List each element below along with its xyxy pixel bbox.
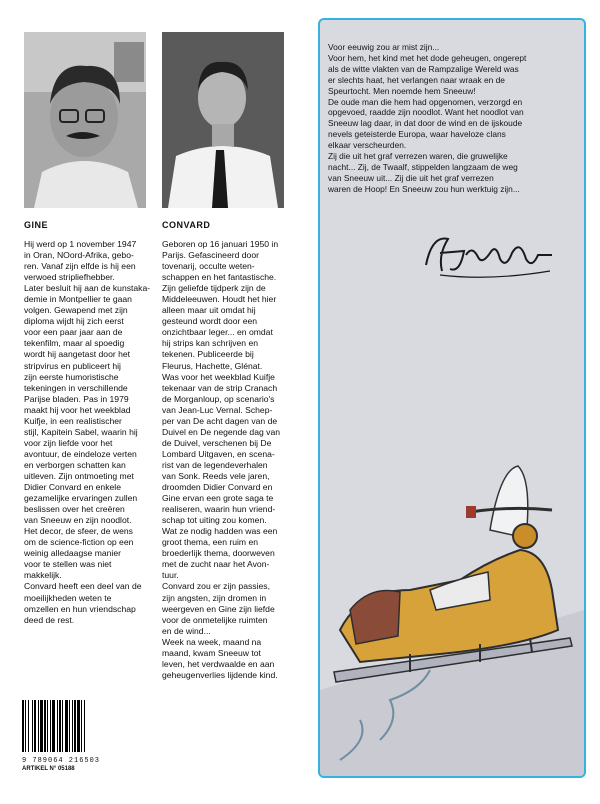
text-line: verwoed stripliefhebber. <box>24 272 115 283</box>
text-line: om de science-fiction op een <box>24 537 134 548</box>
author-portrait-convard-icon <box>162 32 284 208</box>
text-line: en verborgen schatten kan <box>24 459 126 470</box>
barcode-bar <box>25 700 26 752</box>
text-line: Convard zou er zijn passies, <box>162 581 270 592</box>
text-line: als de witte vlakten van de Rampzalige Wereld was <box>328 63 519 74</box>
barcode-bar <box>28 700 29 752</box>
text-line: beslissen over het creëren <box>24 504 125 515</box>
text-line: Voor eeuwig zou ar mist zijn... <box>328 42 440 52</box>
text-line: Kuifje, in een realistischer <box>24 415 122 426</box>
text-line: maakt hij voor het weekblad <box>24 404 131 415</box>
text-line: zijn eerste humoristische <box>24 371 119 382</box>
barcode-bar <box>65 700 68 752</box>
text-line: de Morganloup, op scenario's <box>162 393 275 404</box>
snow-motorbike-illustration-icon <box>320 440 584 776</box>
text-line: tovenarij, occulte weten- <box>162 261 255 272</box>
barcode-bar <box>40 700 43 752</box>
text-line: waren de Hoop! En Sneeuw zou hun werktuig zijn... <box>328 183 520 194</box>
text-line: groot thema, een ruim en <box>162 537 259 548</box>
barcode-bar <box>72 700 73 752</box>
text-line: Convard heeft een deel van de <box>24 581 142 592</box>
text-line: tekeningen in verschillende <box>24 382 128 393</box>
text-line: Week na week, maand na <box>162 636 262 647</box>
text-line: Zij die uit het graf verrezen waren, die gruwelijke <box>328 151 508 162</box>
text-line: Speurtocht. Men noemde hem Sneeuw! <box>328 85 476 96</box>
text-line: Voor hem, het kind met het dode geheugen, ongerept <box>328 52 527 63</box>
text-line: alleen maar uit omdat hij <box>162 305 256 316</box>
text-line: moeilijkheden weten te <box>24 592 112 603</box>
text-line: Fleurus, Hachette, Glénat. <box>162 360 263 371</box>
text-line: maand, kwam Sneeuw tot <box>162 647 261 658</box>
barcode-bar <box>62 700 63 752</box>
text-line: uitleven. Zijn ontmoeting met <box>24 470 134 481</box>
author-bio-convard <box>162 239 314 681</box>
text-line: schap tot uiting zou komen. <box>162 515 267 526</box>
text-line: Lombard Uitgaven, en scena- <box>162 448 275 459</box>
text-line: Parijs. Gefascineerd door <box>162 250 259 261</box>
text-line: diploma wijdt hij zich eerst <box>24 316 124 327</box>
barcode-bar <box>52 700 55 752</box>
text-line: Didier Convard en enkele <box>24 482 121 493</box>
text-line: Gine ervan een grote saga te <box>162 493 274 504</box>
barcode-bar <box>57 700 58 752</box>
text-line: stijl, Kapitein Sabel, waarin hij <box>24 426 138 437</box>
signature-icon <box>420 225 560 285</box>
text-line: voor zijn liefde voor het <box>24 437 113 448</box>
text-line: tekenaar van de strip Cranach <box>162 382 278 393</box>
text-line: per van De acht dagen van de <box>162 415 278 426</box>
barcode-icon <box>20 700 112 752</box>
text-line: stripvirus en publiceert hij <box>24 360 121 371</box>
text-line: hij strips kan schrijven en <box>162 338 259 349</box>
text-line: volgen. Gewapend met zijn <box>24 305 128 316</box>
barcode-number: 9 789064 216503 <box>22 757 101 765</box>
text-line: van Sneeuw en zijn noodlot. <box>24 515 132 526</box>
text-line: Was voor het weekblad Kuifje <box>162 371 275 382</box>
text-line: Middeleeuwen. Houdt het hier <box>162 294 277 305</box>
text-line: Wat ze nodig hadden was een <box>162 526 278 537</box>
text-line: Hij werd op 1 november 1947 <box>24 239 137 249</box>
barcode-bar <box>69 700 70 752</box>
text-line: weergeven en Gine zijn liefde <box>162 603 275 614</box>
barcode-bar <box>81 700 82 752</box>
text-line: Parijse bladen. Pas in 1979 <box>24 393 129 404</box>
text-line: Geboren op 16 januari 1950 in <box>162 239 279 249</box>
text-line: demie in Montpellier te gaan <box>24 294 132 305</box>
text-line: zijn angsten, zijn dromen in <box>162 592 267 603</box>
text-line: er slechts haat, het verlangen naar wraak en de <box>328 74 505 85</box>
text-line: voor een paar jaar aan de <box>24 327 123 338</box>
text-line: opgevoed, raadde zijn noodlot. Want het noodlot van <box>328 107 524 118</box>
barcode-bar <box>38 700 39 752</box>
text-line: onzichtbaar leger... en omdat <box>162 327 273 338</box>
text-line: Het decor, de sfeer, de wens <box>24 526 133 537</box>
text-line: schappen en het fantastische. <box>162 272 277 283</box>
text-line: avontuur, de eindeloze verten <box>24 448 137 459</box>
text-line: geheugenverlies lijdende kind. <box>162 669 278 680</box>
text-line: Sneeuw lag daar, in dat door de wind en de ijskoude <box>328 118 523 129</box>
barcode-bar <box>22 700 24 752</box>
author-photo-gine <box>24 32 146 208</box>
barcode-bar <box>47 700 48 752</box>
text-line: van Sneeuw uit... Zij die uit het graf verrezen <box>328 172 494 183</box>
author-photo-convard <box>162 32 284 208</box>
text-line: nacht... Zij, de Twaalf, stippelden langzaam de weg <box>328 161 518 172</box>
text-line: in Oran, NOord-Afrika, gebo- <box>24 250 134 261</box>
barcode-bar <box>50 700 51 752</box>
barcode-bar <box>84 700 85 752</box>
text-line: broederlijk thema, doorweven <box>162 548 275 559</box>
text-line: De oude man die hem had opgenomen, verzorgd en <box>328 96 523 107</box>
text-line: gesteund wordt door een <box>162 316 258 327</box>
text-line: gezamelijke ervaringen zullen <box>24 493 138 504</box>
author-portrait-gine-icon <box>24 32 146 208</box>
barcode <box>20 700 112 760</box>
text-line: tekenen. Publiceerde bij <box>162 349 254 360</box>
text-line: Zijn geliefde tijdperk zijn de <box>162 283 266 294</box>
story-panel <box>318 18 586 778</box>
barcode-bar <box>32 700 33 752</box>
barcode-bar <box>74 700 76 752</box>
text-line: deed de rest. <box>24 614 75 625</box>
text-line: droomden Didier Convard en <box>162 482 273 493</box>
text-line: tuur. <box>162 570 179 581</box>
article-number: ARTIKEL N° 05188 <box>22 766 75 772</box>
text-line: van Sonk. Reeds vele jaren, <box>162 470 270 481</box>
text-line: voor de onmetelijke ruimten <box>162 614 268 625</box>
text-line: weinig alledaagse manier <box>24 548 121 559</box>
text-line: voor te stellen was niet <box>24 559 112 570</box>
text-line: elkaar verscheurden. <box>328 140 407 151</box>
author-name-convard: CONVARD <box>162 220 211 230</box>
text-line: wordt hij aangetast door het <box>24 349 131 360</box>
text-line: leven, het verdwaalde en aan <box>162 658 275 669</box>
barcode-bar <box>77 700 80 752</box>
text-line: omzellen en hun vriendschap <box>24 603 136 614</box>
story-blurb <box>328 42 578 195</box>
author-name-gine: GINE <box>24 220 49 230</box>
barcode-bar <box>34 700 36 752</box>
text-line: Later besluit hij aan de kunstaka- <box>24 283 151 294</box>
barcode-bar <box>59 700 61 752</box>
text-line: tekenfilm, maar al spoedig <box>24 338 125 349</box>
text-line: makkelijk. <box>24 570 62 581</box>
text-line: realiseren, waarin hun vriend- <box>162 504 276 515</box>
text-line: van Jean-Luc Vernal. Schep- <box>162 404 273 415</box>
text-line: de Duivel, verschenen bij De <box>162 437 272 448</box>
text-line: en de wind... <box>162 625 211 636</box>
author-bio-gine <box>24 239 160 626</box>
text-line: rist van de legendeverhalen <box>162 459 268 470</box>
text-line: nevels geteisterde Europa, waar haveloze clans <box>328 129 506 140</box>
barcode-bar <box>44 700 46 752</box>
text-line: ren. Vanaf zijn elfde is hij een <box>24 261 136 272</box>
text-line: met de zucht naar het Avon- <box>162 559 270 570</box>
text-line: Duivel en De negende dag van <box>162 426 281 437</box>
